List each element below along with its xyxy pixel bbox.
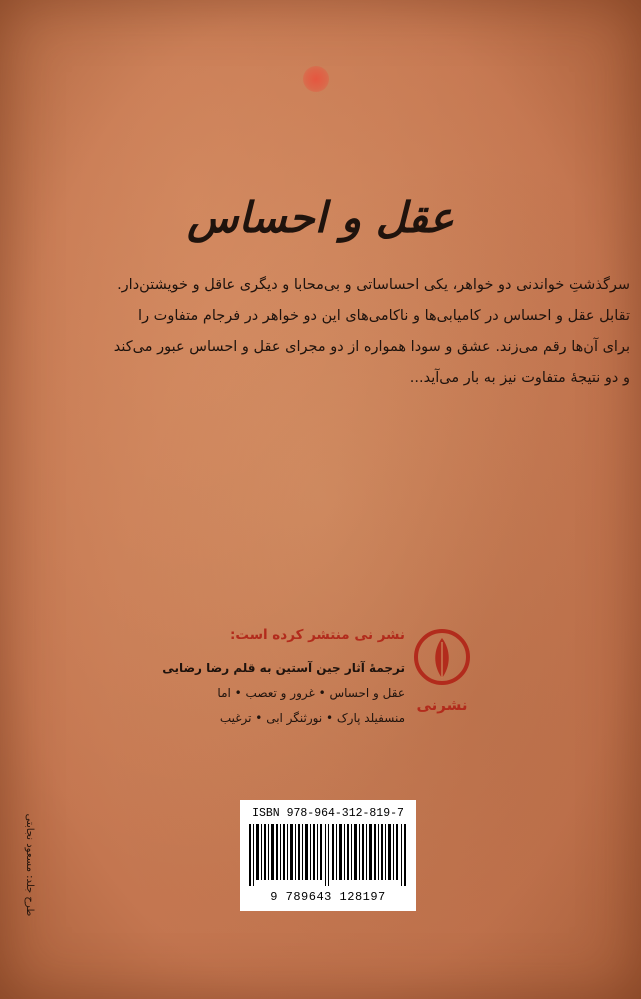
barcode-label bbox=[240, 800, 416, 911]
blurb-line: و دو نتیجهٔ متفاوت نیز به بار می‌آید... bbox=[409, 370, 630, 386]
titles-row: منسفیلد پارک • نورثنگر ابی • ترغیب bbox=[219, 711, 405, 725]
isbn-text: ISBN 978-964-312-819-7 bbox=[252, 807, 404, 820]
publisher-heading: نشر نی منتشر کرده است: bbox=[230, 627, 405, 643]
blurb-line: برای آن‌ها رقم می‌زند. عشق و سودا همواره از دو مجرای عقل و احساس عبور می‌کند bbox=[113, 339, 630, 355]
barcode-digits: 9 789643 128197 bbox=[270, 890, 386, 904]
titles-row: عقل و احساس • غرور و تعصب • اما bbox=[217, 686, 405, 700]
blurb-line: تقابل عقل و احساس در کامیابی‌ها و ناکامی‌های این دو خواهر در فرجام متفاوت را bbox=[138, 308, 630, 324]
publisher-logo-icon bbox=[413, 628, 471, 720]
logo-text: نشرنی bbox=[416, 696, 468, 714]
blurb-line: سرگذشتِ خواندنی دو خواهر، یکی احساساتی و بی‌محابا و دیگری عاقل و خویشتن‌دار. bbox=[117, 277, 630, 293]
translator-line: ترجمهٔ آثار جین آستین به قلم رضا رضایی bbox=[162, 661, 405, 675]
publisher-list bbox=[160, 656, 405, 731]
blurb-paragraph bbox=[62, 270, 630, 394]
red-stain bbox=[303, 66, 329, 92]
credit-text: طرح جلد: مسعود نجابتی bbox=[24, 813, 35, 917]
book-title: عقل و احساس bbox=[187, 193, 454, 242]
cover-design-credit bbox=[14, 790, 44, 940]
barcode-bars bbox=[249, 824, 407, 886]
